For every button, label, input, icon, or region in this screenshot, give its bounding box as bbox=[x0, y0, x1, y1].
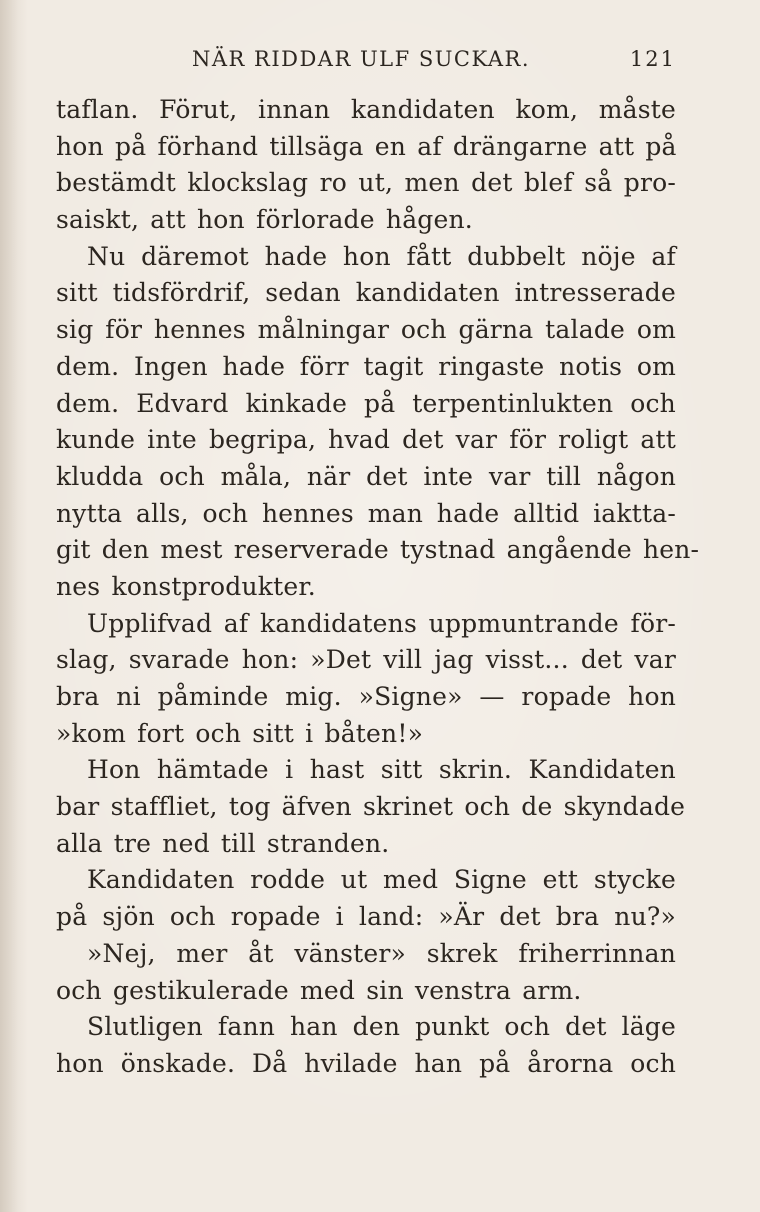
text-line: sig för hennes målningar och gärna talade om bbox=[56, 315, 676, 345]
text-line: dem. Edvard kinkade på terpentinlukten och bbox=[56, 388, 676, 418]
text-line: bra ni påminde mig. »Signe» — ropade hon bbox=[56, 682, 676, 711]
text-line: Hon hämtade i hast sitt skrin. Kandidaten bbox=[87, 755, 676, 785]
text-line: »kom fort och sitt i båten!» bbox=[56, 718, 424, 748]
running-title: NÄR RIDDAR ULF SUCKAR. bbox=[192, 47, 530, 71]
text-line: »Nej, mer åt vänster» skrek friherrinnan bbox=[87, 938, 676, 968]
text-line: alla tre ned till stranden. bbox=[56, 828, 390, 858]
text-line: på sjön och ropade i land: »Är det bra nu?» bbox=[56, 902, 676, 932]
text-line: Upplifvad af kandidatens uppmuntrande för- bbox=[87, 608, 676, 638]
text-line: kludda och måla, när det inte var till någon bbox=[56, 461, 676, 491]
text-line: bar staffliet, tog äfven skrinet och de skyndade bbox=[56, 792, 686, 822]
text-line: och gestikulerade med sin venstra arm. bbox=[56, 975, 582, 1005]
text-line: Slutligen fann han den punkt och det läge bbox=[87, 1012, 676, 1042]
text-line: nytta alls, och hennes man hade alltid iaktta- bbox=[56, 498, 676, 528]
text-line: nes konstprodukter. bbox=[56, 571, 316, 601]
page-gutter-shadow bbox=[0, 0, 28, 1212]
page-number: 121 bbox=[629, 47, 676, 71]
text-line: sitt tidsfördrif, sedan kandidaten intresserade bbox=[56, 278, 676, 308]
text-line: kunde inte begripa, hvad det var för roligt att bbox=[56, 425, 676, 455]
text-line: slag, svarade hon: »Det vill jag visst... det var bbox=[56, 645, 676, 675]
page-header bbox=[56, 42, 676, 76]
text-line: taflan. Förut, innan kandidaten kom, måste bbox=[56, 95, 676, 124]
text-line: saiskt, att hon förlorade hågen. bbox=[56, 205, 473, 235]
body-text bbox=[56, 92, 700, 1083]
text-line: hon önskade. Då hvilade han på årorna och bbox=[56, 1048, 676, 1078]
text-line: dem. Ingen hade förr tagit ringaste notis om bbox=[56, 351, 676, 381]
text-line: hon på förhand tillsäga en af drängarne att på bbox=[56, 131, 677, 161]
text-line: git den mest reserverade tystnad angående hen- bbox=[56, 535, 700, 565]
text-line: bestämdt klockslag ro ut, men det blef så pro- bbox=[56, 168, 676, 198]
text-line: Kandidaten rodde ut med Signe ett stycke bbox=[87, 865, 676, 895]
text-line: Nu däremot hade hon fått dubbelt nöje af bbox=[87, 241, 676, 271]
